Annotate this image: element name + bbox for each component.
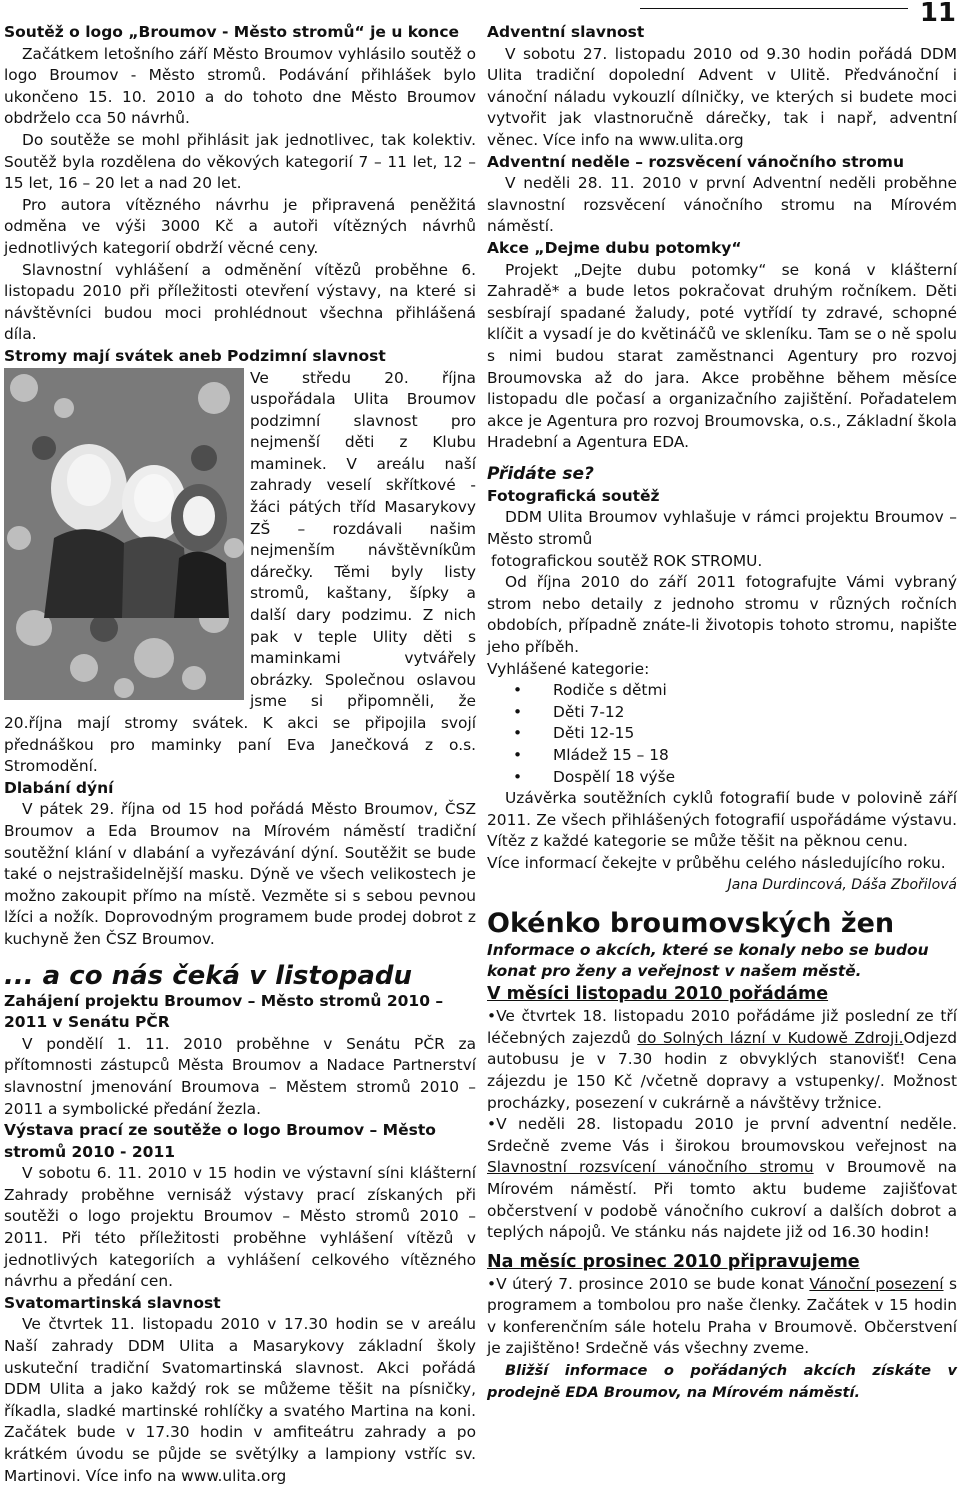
heading-december: Na měsíc prosinec 2010 připravujeme — [487, 1251, 860, 1272]
left-column — [4, 22, 476, 1487]
paragraph — [487, 1006, 957, 1114]
christmas-sitting-link[interactable]: Vánoční posezení — [809, 1274, 944, 1293]
paragraph: Ve čtvrtek 11. listopadu 2010 v 17.30 hodin se v areálu Naší zahrady DDM Ulita a Masarykovy základní školy uskuteční tradiční Svatomartinská slavnost. Akci pořádá DDM Ulita a jako každý rok se můžeme těšit na písničky, říkadla, sladké martinské rohlíčky a svatého Martina na koni. Začátek bude v 17.30 hodin v amfiteátru zahrady a po krátkém úvodu se půjde se světýlky a lampiony vstříc sv. Martinovi. Více info na www.ulita.org — [4, 1315, 476, 1485]
children-in-leaves-photo — [4, 368, 244, 700]
article-title-oak: Akce „Dejme dubu potomky“ — [487, 238, 742, 257]
article-title-advent-sunday: Adventní neděle – rozsvěcení vánočního stromu — [487, 152, 904, 171]
article-title-senate: Zahájení projektu Broumov – Město stromů 2010 – 2011 v Senátu PČR — [4, 991, 444, 1032]
paragraph: Uzávěrka soutěžních cyklů fotografií bude v polovině září 2011. Ze všech přihlášených fotografií uspořádáme výstavu. Vítěz z každé kategorie se může těšit na pěknou cenu. — [487, 789, 957, 851]
paragraph — [487, 1274, 957, 1360]
photo-illustration — [4, 368, 244, 700]
list-item: • Děti 12-15 — [553, 723, 957, 745]
paragraph: Do soutěže se mohl přihlásit jak jednotlivec, tak kolektiv. Soutěž byla rozdělena do věkových kategorií 7 – 11 let, 12 – 15 let, 16 – 20 let a nad 20 let. — [4, 130, 476, 193]
article-title-photo-contest: Fotografická soutěž — [487, 486, 660, 505]
list-item: • Dospělí 18 výše — [553, 767, 957, 789]
footer-note: Bližší informace o pořádaných akcích získáte v prodejně EDA Broumov, na Mírovém náměstí. — [487, 1362, 957, 1401]
section-title-november: ... a co nás čeká v listopadu — [4, 960, 412, 991]
paragraph: V neděli 28. 11. 2010 v první Adventní neděli proběhne slavnostní rozsvěcení vánočního stromu na Mírovém náměstí. — [487, 174, 957, 236]
article-title-advent: Adventní slavnost — [487, 23, 645, 41]
paragraph: fotografickou soutěž ROK STROMU. — [491, 551, 763, 570]
category-list — [487, 680, 957, 788]
header-rule — [640, 8, 908, 9]
join-us-heading: Přidáte se? — [487, 463, 594, 484]
section-subtitle: Informace o akcích, které se konaly nebo se budou konat pro ženy a veřejnost v našem městě. — [487, 941, 929, 981]
paragraph: Více informací čekejte v průběhu celého následujícího roku. — [487, 853, 946, 872]
paragraph: Od října 2010 do září 2011 fotografujte Vámi vybraný strom nebo detaily z jednoho stromu v různých ročních obdobích, případně znáte-li životopis tohoto stromu, napište jeho příběh. — [487, 573, 957, 657]
text-span: •Ve čtvrtek 18. listopadu 2010 pořádáme již poslední ze tří léčebných zajezdů — [487, 1007, 957, 1047]
text-span: •V úterý 7. prosince 2010 se bude konat — [487, 1274, 810, 1293]
text-span: s programem a tombolou pro naše členky. Začátek v 15 hodin v konferenčním sále hotelu Praha v Broumově. Občerstvení je zajištěno! Srdečně vás všechny zveme. — [487, 1274, 957, 1358]
paragraph: V pondělí 1. 11. 2010 proběhne v Senátu PČR za přítomnosti zástupců Města Broumov a Nadace Partnerství slavnostní jmenování Broumova – Městem stromů 2010 – 2011 a symbolické předání žezla. — [4, 1034, 476, 1118]
paragraph: Vyhlášené kategorie: — [487, 659, 650, 678]
paragraph: V sobotu 27. listopadu 2010 od 9.30 hodin pořádá DDM Ulita tradiční dopolední Advent v Ulitě. Předvánoční i vánoční náladu vykouzlí dílničky, ve kterých si budete moci vytvořit jak vlastnoručně dárečky, tak i např, adventní věnec. Více info na www.ulita.org — [487, 44, 957, 149]
article-title-st-martin: Svatomartinská slavnost — [4, 1293, 221, 1312]
section-title-women: Okénko broumovských žen — [487, 908, 895, 940]
list-item: • Mládež 15 – 18 — [553, 745, 957, 767]
paragraph: Začátkem letošního září Město Broumov vyhlásilo soutěž o logo Broumov - Město stromů. Podávání přihlášek bylo ukončeno 15. 10. 2010 a do tohoto dne Město Broumov obdrželo cca 50 návrhů. — [4, 44, 476, 128]
text-span: •V neděli 28. listopadu 2010 je první adventní neděle. Srdečně zveme Vás i širokou broumovskou veřejnost na — [487, 1115, 957, 1155]
heading-november: V měsíci listopadu 2010 pořádáme — [487, 984, 829, 1005]
spa-link[interactable]: do Solných lázní v Kudowě Zdroji. — [637, 1028, 904, 1047]
article-title-logo-contest: Soutěž o logo „Broumov - Město stromů“ je u konce — [4, 23, 460, 41]
paragraph: Pro autora vítězného návrhu je připravená peněžitá odměna ve výši 3000 Kč a autoři vítězných návrhů jednotlivých kategorií obdrží věcné ceny. — [4, 195, 476, 257]
right-column — [487, 22, 957, 1403]
list-item: • Rodiče s dětmi — [553, 680, 957, 702]
list-item: • Děti 7-12 — [553, 702, 957, 724]
paragraph: V pátek 29. října od 15 hod pořádá Město Broumov, ČSZ Broumov a Eda Broumov na Mírovém náměstí tradiční soutěžní klání v dlabání a vyřezávání dýní. Soutěžit se bude také o nejstrašidelnější masku. Dýně ve všech velikostech je možno zakoupit přímo na místě. Vezměte si s sebou pevnou lžíci a nožík. Doprovodným programem bude prodej dobrot z kuchyně žen ČSZ Broumov. — [4, 800, 476, 948]
text-span: Odjezd autobusu je v 7.30 hodin z obvyklých stanovišť! Cena zájezdu je 150 Kč /včetně dopravy a vstupenky/. Možnost procházky, posezení v cukrárně a návštěvy tržnice. — [487, 1028, 957, 1112]
paragraph: Ve středu 20. října uspořádala Ulita Broumov podzimní slavnost pro nejmenší děti z Klubu maminek. V areálu naší zahrady veselí skřítkové - žáci pátých tříd Masarykovy ZŠ – rozdávali našim nejmenším návštěvníkům dárečky. Těmi byly listy stromů, kaštany, šípky a další dary podzimu. Z nich pak v teple Ulity děti s maminkami vytvářely obrázky. Společnou oslavou jsme si připomněli, že 20.října mají stromy svátek. K akci se připojila svojí přednáškou pro maminky paní Eva Janečková z o.s. Stromodění. — [4, 368, 476, 776]
article-title-exhibition: Výstava prací ze soutěže o logo Broumov – Město stromů 2010 - 2011 — [4, 1121, 436, 1161]
author-signature: Jana Durdincová, Dáša Zbořilová — [727, 876, 957, 893]
paragraph: Projekt „Dejte dubu potomky“ se koná v klášterní Zahradě* a bude letos pokračovat druhým ročníkem. Děti sesbírají spadané žaludy, poté vytřídí ty zdravé, schopné klíčit a vysadí je do květináčů ve skleníku. Tam se o ně spolu s nimi budou starat zaměstnanci Agentury pro rozvoj Broumovska až do jara. Akce proběhne během měsíce listopadu dle počasí a organizačního zajištění. Pořadatelem akce je Agentura pro rozvoj Broumovska, o.s., Základní škola Hradební a Agentura EDA. — [487, 260, 957, 452]
paragraph — [487, 1114, 957, 1244]
paragraph: V sobotu 6. 11. 2010 v 15 hodin ve výstavní síni klášterní Zahrady proběhne vernisáž výstavy prací získaných při soutěži o logo projektu Broumov – Město stromů 2010 – 2011. Při této příležitosti proběhne vyhlášení vítězů v jednotlivých kategoriích a vyhlášení celkového vítězného návrhu a předání cen. — [4, 1164, 476, 1291]
text-span: v Broumově na Mírovém náměstí. Při tomto aktu budeme zajišťovat občerstvení v podobě vánočního cukroví a dalších dobrot a teplých nápojů. Ve stánku nás najdete již od 16.30 hodin! — [487, 1158, 957, 1242]
paragraph: Slavnostní vyhlášení a odměnění vítězů proběhne 6. listopadu 2010 při příležitosti otevření výstavy, na které si návštěvníci budou moci prohlédnout všechna přihlášená díla. — [4, 260, 476, 344]
tree-lighting-link[interactable]: Slavnostní rozsvícení vánočního stromu — [487, 1158, 814, 1177]
page-number: 11 — [919, 0, 956, 28]
article-title-tree-festival: Stromy mají svátek aneb Podzimní slavnost — [4, 346, 386, 365]
article-title-pumpkin: Dlabání dýní — [4, 778, 114, 797]
paragraph: DDM Ulita Broumov vyhlašuje v rámci projektu Broumov – Město stromů — [487, 508, 957, 549]
